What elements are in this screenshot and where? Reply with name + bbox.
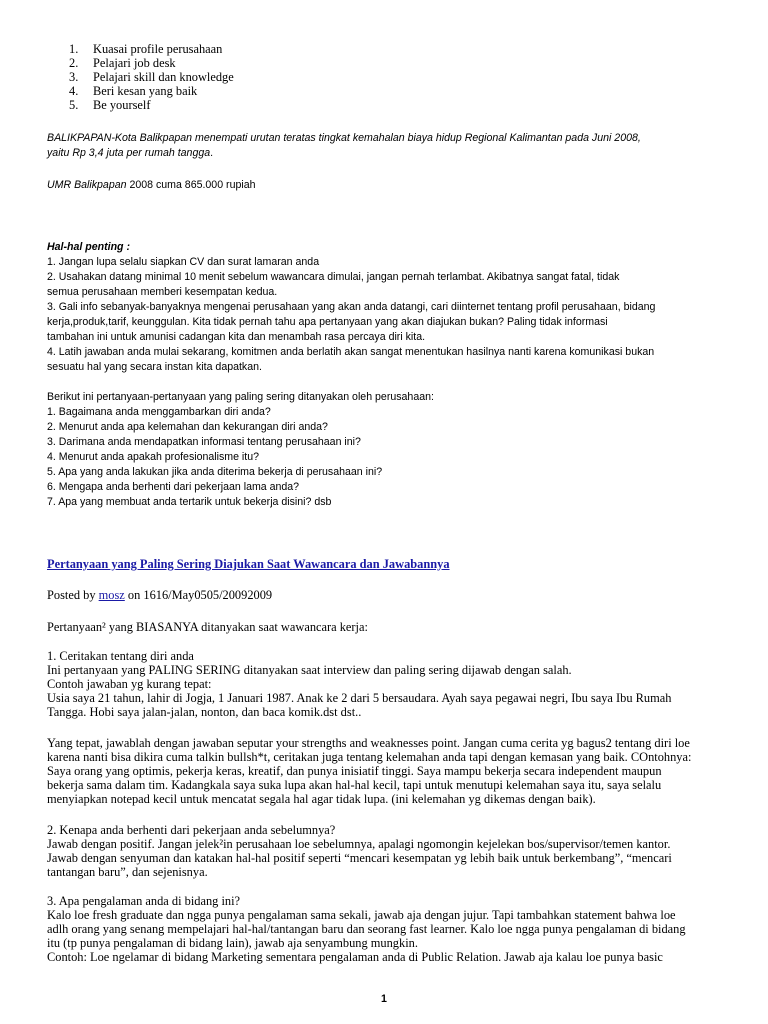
author-link[interactable]: mosz bbox=[98, 588, 125, 602]
posted-by-line: Posted by mosz on 1616/May0505/20092009 bbox=[47, 588, 273, 602]
list-item: 3. Pelajari skill dan knowledge bbox=[69, 70, 234, 84]
section-3: 3. Apa pengalaman anda di bidang ini? Kalo loe fresh graduate dan ngga punya pengalaman sama sekali, jawab aja dengan jujur. Tapi tambahkan statement bahwa loe adlh orang yang senang mempelajari hal-hal/tantangan baru dan seorang fast learner. Kalo loe ngga punya pengalaman di bidang itu (tp punya pengalaman di bidang lain), jawab aja senyambung mungkin. Contoh: Loe ngelamar di bidang Marketing sementara pengalaman anda di Public Relation. Jawab aja kalau loe punya basic bbox=[47, 894, 686, 964]
section-1-answer: Yang tepat, jawablah dengan jawaban seputar your strengths and weaknesses point. Jangan cuma cerita yg bagus2 tentang diri loe karena nanti bisa dikira cuma talkin bullsh*t, ceritakan juga tentang kelemahan anda tapi dengan kemasan yang baik. COntohnya: Saya orang yang optimis, pekerja keras, kreatif, dan punya inisiatif tinggi. Saya mampu bekerja secara independent maupun bekerja sama dalam tim. Kadangkala saya suka lupa akan hal-hal kecil, tapi untuk menutupi kelemahan saya itu, saya selalu menyiapkan notepad kecil untuk mencatat segala hal agar tidak lupa. (ini kelemahan yg dikemas dengan baik). bbox=[47, 736, 692, 806]
section-heading: Hal-hal penting : bbox=[47, 241, 130, 253]
page-number: 1 bbox=[381, 993, 387, 1005]
list-item: 4. Beri kesan yang baik bbox=[69, 84, 198, 98]
list-item: 2. Pelajari job desk bbox=[69, 56, 176, 70]
section-1: 1. Ceritakan tentang diri anda Ini pertanyaan yang PALING SERING ditanyakan saat interview dan paling sering dijawab dengan salah. Contoh jawaban yg kurang tepat: Usia saya 21 tahun, lahir di Jogja, 1 Januari 1987. Anak ke 2 dari 5 bersaudara. Ayah saya pegawai negri, Ibu saya Ibu Rumah Tangga. Hobi saya jalan-jalan, nonton, dan baca komik.dst dst.. bbox=[47, 649, 672, 719]
list-item: 5. Be yourself bbox=[69, 98, 151, 112]
article-title bbox=[47, 557, 737, 571]
hal-penting-section: Hal-hal penting : 1. Jangan lupa selalu siapkan CV dan surat lamaran anda 2. Usahakan datang minimal 10 menit sebelum wawancara dimulai, jangan pernah terlambat. Akibatnya sangat fatal, tidak semua perusahaan memberi kesempatan kedua. 3. Gali info sebanyak-banyaknya mengenai perusahaan yang akan anda datangi, cari diinternet tentang profil perusahaan, bidang kerja,produk,tarif, keunggulan. Kita tidak pernah tahu apa pertanyaan yang akan diajukan bukan? Paling tidak informasi tambahan ini untuk amunisi cadangan kita dan menambah rasa percaya diri kita. 4. Latih jawaban anda mulai sekarang, komitmen anda berlatih akan sangat menentukan hasilnya nanti karena komunikasi bukan sesuatu hal yang secara instan kita dapatkan. bbox=[47, 240, 737, 375]
balikpapan-paragraph: BALIKPAPAN-Kota Balikpapan menempati urutan teratas tingkat kemahalan biaya hidup Regional Kalimantan pada Juni 2008, yaitu Rp 3,4 juta per rumah tangga. bbox=[47, 132, 641, 159]
article-intro: Pertanyaan² yang BIASANYA ditanyakan saat wawancara kerja: bbox=[47, 620, 368, 634]
article-title-link[interactable]: Pertanyaan yang Paling Sering Diajukan Saat Wawancara dan Jawabannya bbox=[47, 557, 450, 571]
tips-list bbox=[47, 42, 234, 112]
list-item: 1. Kuasai profile perusahaan bbox=[69, 42, 223, 56]
section-2: 2. Kenapa anda berhenti dari pekerjaan anda sebelumnya? Jawab dengan positif. Jangan jelek²in perusahaan loe sebelumnya, apalagi ngomongin kejelekan bos/supervisor/temen kantor. Jawab dengan senyuman dan katakan hal-hal positif seperti “mencari kesempatan yg lebih baik untuk berkembang”, “mencari tantangan baru”, dan sejenisnya. bbox=[47, 823, 672, 879]
questions-section: Berikut ini pertanyaan-pertanyaan yang paling sering ditanyakan oleh perusahaan: 1. Bagaimana anda menggambarkan diri anda? 2. Menurut anda apa kelemahan dan kekurangan diri anda? 3. Darimana anda mendapatkan informasi tentang perusahaan ini? 4. Menurut anda apakah profesionalisme itu? 5. Apa yang anda lakukan jika anda diterima bekerja di perusahaan ini? 6. Mengapa anda berhenti dari pekerjaan lama anda? 7. Apa yang membuat anda tertarik untuk bekerja disini? dsb bbox=[47, 391, 434, 508]
umr-line: UMR Balikpapan 2008 cuma 865.000 rupiah bbox=[47, 179, 256, 191]
